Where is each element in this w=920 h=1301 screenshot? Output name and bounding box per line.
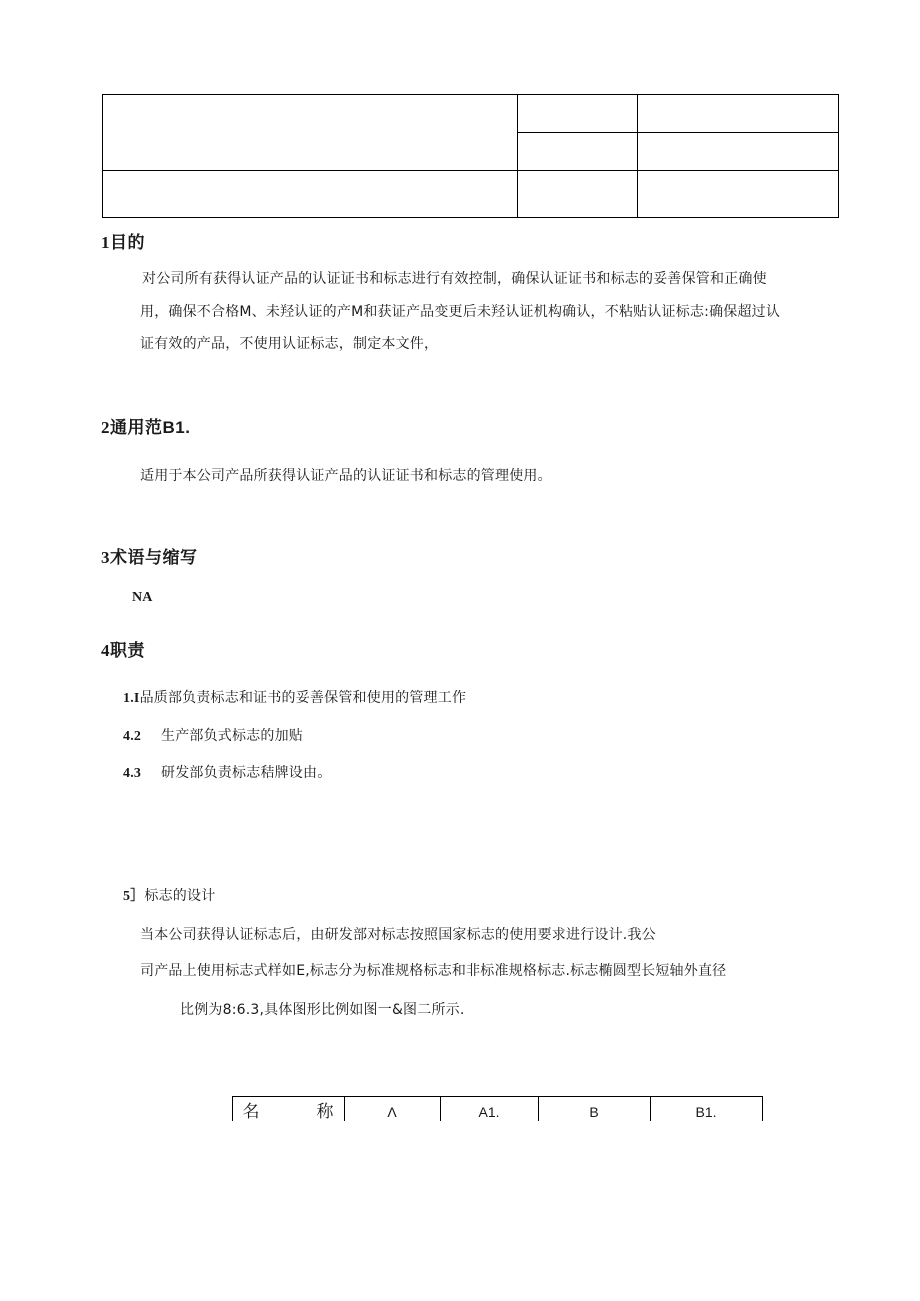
section-4-item-text: 生产部负式标志的加贴 xyxy=(161,728,303,744)
section-5-heading xyxy=(123,885,215,905)
section-4-heading xyxy=(101,636,145,661)
section-5-line: 当本公司获得认证标志后，由研发部对标志按照国家标志的使用要求进行设计.我公 xyxy=(140,927,656,943)
section-1-number: 1 xyxy=(101,233,110,252)
section-4-number: 4 xyxy=(101,641,110,660)
dimension-table-header-b: B xyxy=(589,1104,599,1120)
header-table xyxy=(102,94,839,218)
section-2-title: 通用范B1. xyxy=(110,418,191,437)
section-5-number: 5］ xyxy=(123,889,145,904)
section-4-title: 职责 xyxy=(110,641,145,660)
section-3-heading xyxy=(101,543,198,568)
dimension-table-header-b1: B1. xyxy=(695,1104,717,1120)
header-table-divider xyxy=(103,170,838,171)
section-5-line: 比例为8:6.3,具体图形比例如图一&图二所示. xyxy=(180,1002,465,1018)
dimension-table-header-name-2: 称 xyxy=(316,1102,334,1121)
section-3-body: NA xyxy=(132,590,153,605)
section-2-heading xyxy=(101,413,190,438)
section-4-item xyxy=(123,762,331,782)
section-4-item-number: 4.2 xyxy=(123,729,142,744)
section-1-line: 用，确保不合格M、未羟认证的产M和获证产品变更后未羟认证机构确认，不粘贴认证标志:确保超过认 xyxy=(140,304,781,320)
dimension-table-divider xyxy=(232,1096,233,1121)
header-table-divider xyxy=(637,95,638,217)
header-table-divider xyxy=(517,132,838,133)
section-5-line: 司产品上使用标志式样如E,标志分为标准规格标志和非标准规格标志.标志椭圆型长短轴外直径 xyxy=(140,963,727,979)
section-4-item xyxy=(123,687,466,707)
section-2-number: 2 xyxy=(101,418,110,437)
section-1-heading xyxy=(101,228,145,253)
section-3-title: 术语与缩写 xyxy=(110,548,198,567)
section-5-title: 标志的设计 xyxy=(144,888,216,904)
section-1-line: 证有效的产品，不使用认证标志，制定本文件， xyxy=(140,336,439,352)
section-4-item-text: 品质部负责标志和证书的妥善保管和使用的管理工作 xyxy=(139,690,467,706)
section-4-item-number: 1.I xyxy=(123,691,140,706)
dimension-table-header-name-1: 名 xyxy=(242,1102,260,1121)
section-2-line: 适用于本公司产品所获得认证产品的认证证书和标志的管理使用。 xyxy=(140,468,552,484)
section-3-number: 3 xyxy=(101,548,110,567)
section-1-title: 目的 xyxy=(110,233,145,252)
section-4-item-number: 4.3 xyxy=(123,766,142,781)
section-4-item xyxy=(123,725,303,745)
section-4-item-text: 研发部负责标志秸牌设由。 xyxy=(161,765,332,781)
dimension-table-divider xyxy=(762,1096,763,1121)
dimension-table-header-a1: A1. xyxy=(478,1104,500,1120)
dimension-table-header-a: Λ xyxy=(387,1104,397,1120)
header-table-divider xyxy=(517,95,518,217)
section-1-line: 对公司所有获得认证产品的认证证书和标志进行有效控制，确保认证证书和标志的妥善保管和正确使 xyxy=(142,271,767,287)
